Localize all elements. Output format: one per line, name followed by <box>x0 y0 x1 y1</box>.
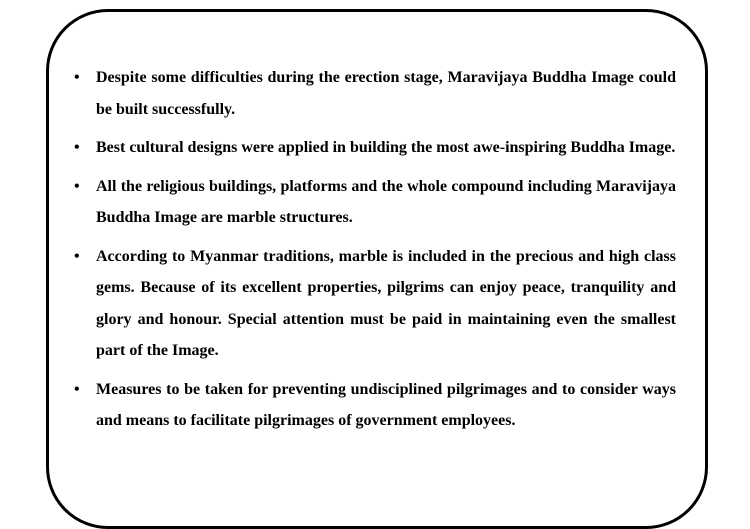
bullet-item-5 <box>74 374 676 437</box>
bullet-text: Despite some difficulties during the erection stage, Maravijaya Buddha Image could be built successfully. <box>96 69 676 118</box>
bullet-text: Measures to be taken for preventing undisciplined pilgrimages and to consider ways and means to facilitate pilgrimages of government employees. <box>96 380 676 429</box>
bullet-text: According to Myanmar traditions, marble is included in the precious and high class gems. Because of its excellent properties, pilgrims can enjoy peace, tranquility and glory and honour. Special attention must be paid in maintaining even the smallest part of the Image. <box>96 247 676 359</box>
bullet-item-1 <box>74 62 676 125</box>
bullet-item-4 <box>74 241 676 367</box>
bullet-dot-icon: • <box>74 139 80 156</box>
bullet-text: Best cultural designs were applied in building the most awe-inspiring Buddha Image. <box>96 139 676 156</box>
bullet-list <box>74 62 676 444</box>
bullet-dot-icon: • <box>74 69 80 86</box>
bullet-dot-icon: • <box>74 177 80 195</box>
bullet-item-2 <box>74 132 676 164</box>
bullet-dot-icon: • <box>74 380 80 398</box>
bullet-dot-icon: • <box>74 247 80 265</box>
bullet-text: All the religious buildings, platforms and the whole compound including Maravijaya Buddha Image are marble structures. <box>96 177 676 226</box>
bullet-item-3 <box>74 171 676 234</box>
